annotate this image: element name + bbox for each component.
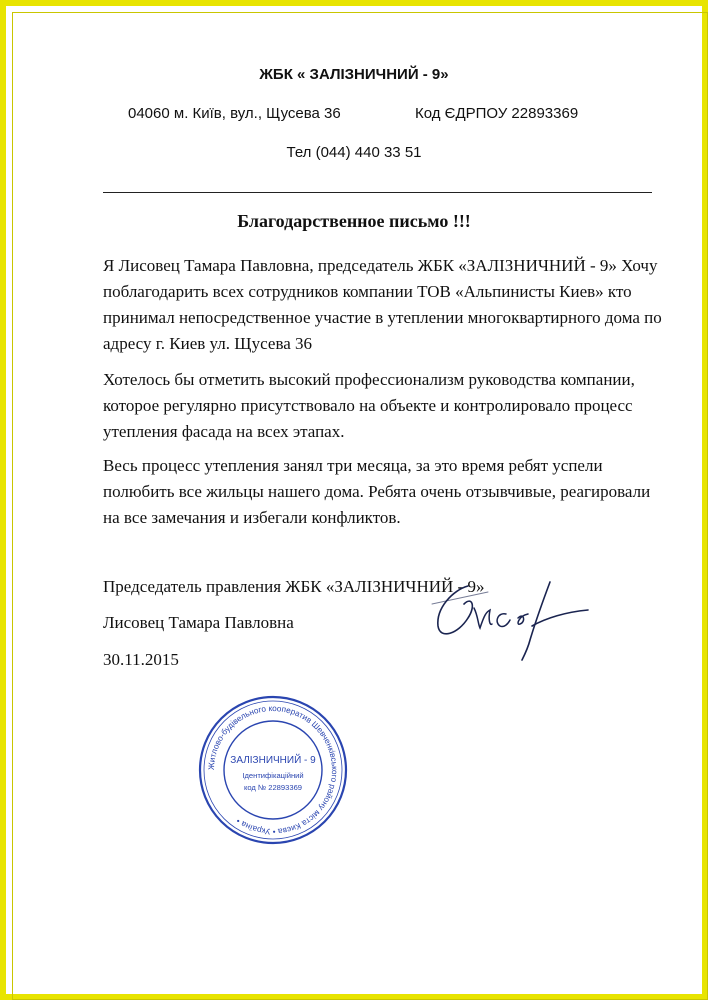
signatory-position: Председатель правления ЖБК «ЗАЛІЗНИЧНИЙ - 9» — [103, 577, 485, 596]
handwritten-signature — [428, 568, 598, 663]
org-address: 04060 м. Київ, вул., Щусева 36 — [128, 105, 341, 122]
letter-paragraph: Я Лисовец Тамара Павловна, председатель ЖБК «ЗАЛІЗНИЧНИЙ - 9» Хочу поблагодарить всех сотрудников компании ТОВ «Альпинисты Киев» кто принимал непосредственное участие в утеплении многоквартирного дома по адресу г. Киев ул. Щусева 36 — [103, 256, 662, 353]
signatory-name: Лисовец Тамара Павловна — [103, 613, 294, 632]
letter-date: 30.11.2015 — [103, 650, 179, 669]
stamp-center-label: Ідентифікаційний — [242, 771, 304, 780]
org-edrpou: Код ЄДРПОУ 22893369 — [415, 105, 579, 122]
org-name: ЖБК « ЗАЛІЗНИЧНИЙ - 9» — [259, 66, 449, 83]
header-divider — [103, 192, 652, 193]
official-stamp — [196, 693, 350, 847]
stamp-ring-text: Житлово-будівельного кооператив Шевченківського району міста Києва • Україна • — [206, 703, 340, 837]
stamp-center-code: код № 22893369 — [243, 783, 303, 792]
letter-paragraph: Хотелось бы отметить высокий профессионализм руководства компании, которое регулярно присутствовало на объекте и контролировало процесс утепления фасада на всех этапах. — [103, 370, 635, 441]
org-phone: Тел (044) 440 33 51 — [286, 144, 422, 161]
stamp-center-name: ЗАЛІЗНИЧНИЙ - 9 — [230, 755, 316, 766]
letter-paragraph: Весь процесс утепления занял три месяца, за это время ребят успели полюбить все жильцы нашего дома. Ребята очень отзывчивые, реагировали на все замечания и избегали конфликтов. — [103, 456, 651, 527]
letter-title: Благодарственное письмо !!! — [237, 211, 471, 231]
